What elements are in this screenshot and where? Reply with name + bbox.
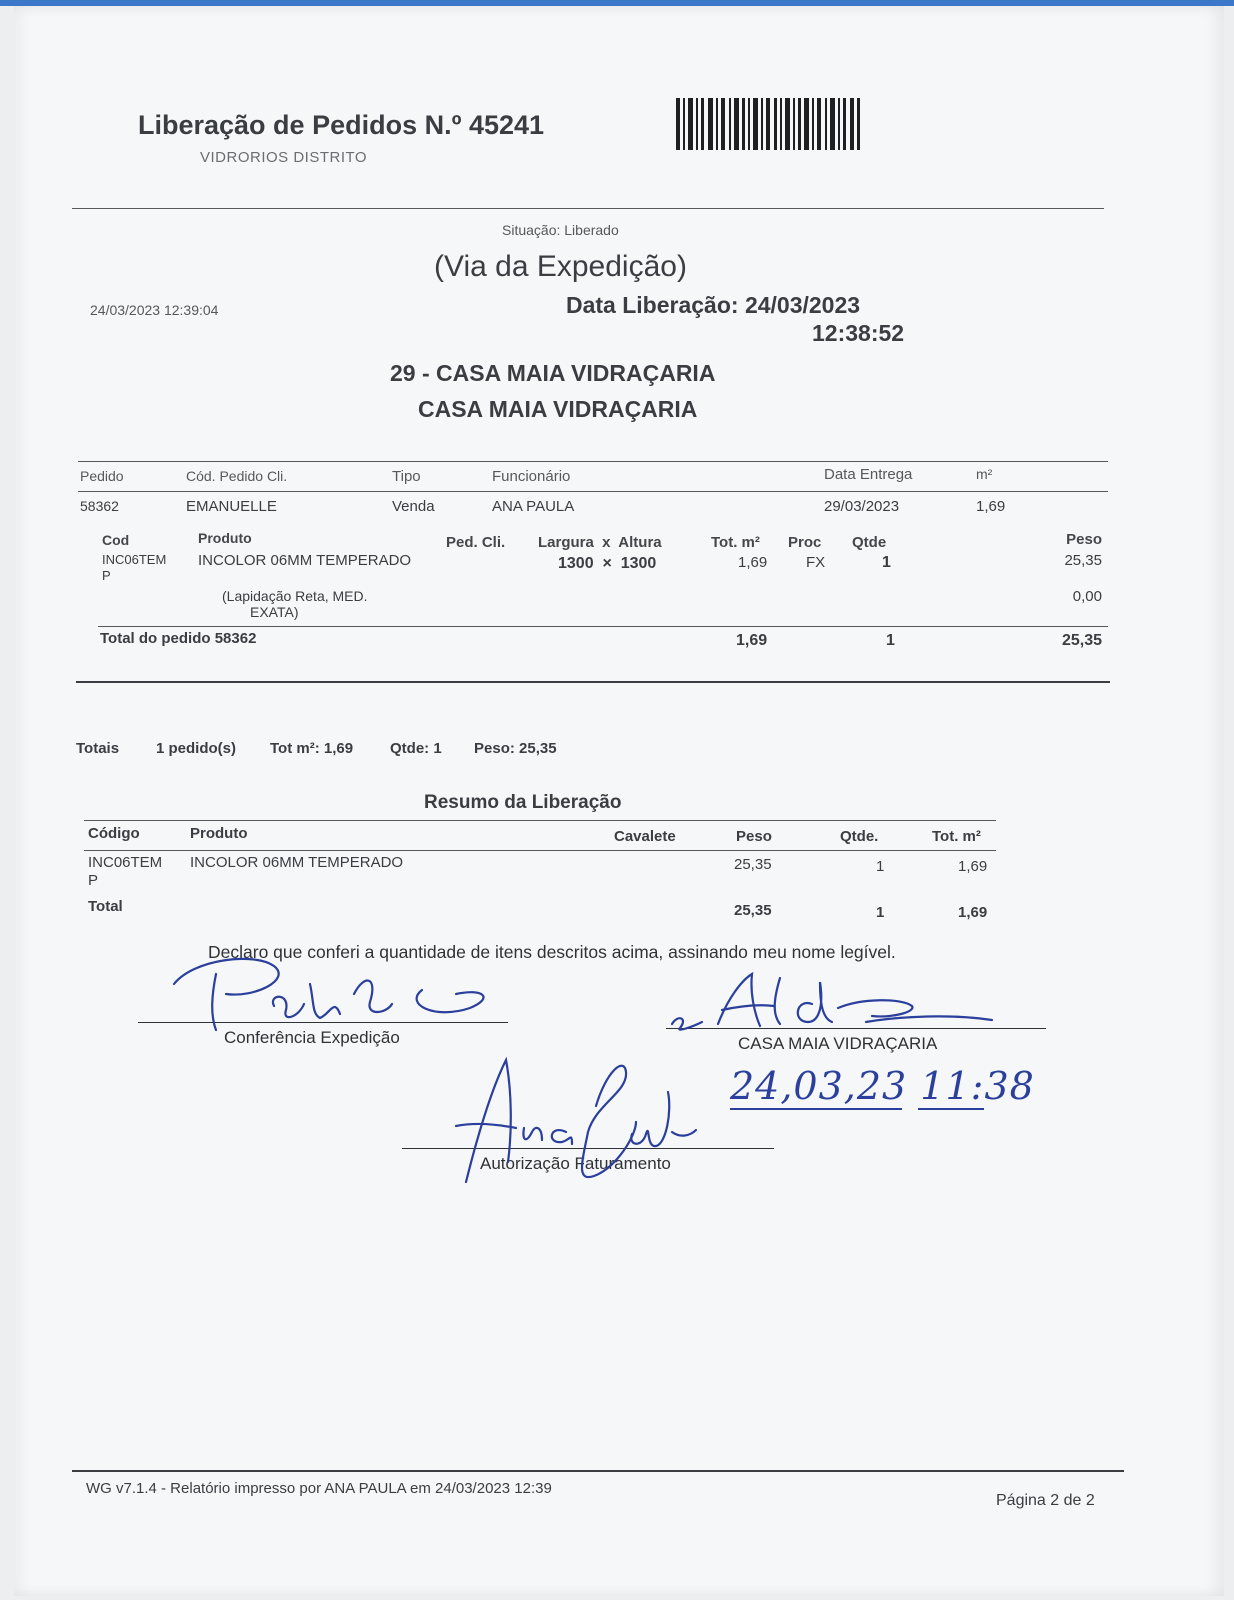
via-label: (Via da Expedição) [434, 250, 687, 283]
order-total-rule [98, 626, 1108, 627]
order-total-m2: 1,69 [736, 632, 768, 649]
signature-label-conferencia: Conferência Expedição [224, 1028, 400, 1047]
status-label: Situação: Liberado [502, 222, 619, 238]
item-header-dimensions: Largura x Altura [538, 534, 662, 551]
delivery-date: 29/03/2023 [824, 498, 900, 515]
summary-header-peso: Peso [736, 828, 772, 845]
signature-label-autorizacao: Autorização Faturamento [480, 1154, 671, 1173]
header-data-entrega: Data Entrega [824, 466, 913, 483]
item-code-line2: P [102, 568, 111, 583]
summary-header-tot-m2: Tot. m² [932, 828, 981, 845]
footer-printed-by: WG v7.1.4 - Relatório impresso por ANA PAULA em 24/03/2023 12:39 [86, 1480, 552, 1497]
item-tot-m2: 1,69 [738, 554, 768, 571]
item-header-proc: Proc [788, 534, 822, 551]
summary-total-label: Total [88, 898, 123, 915]
order-total-qtde: 1 [886, 632, 895, 649]
signature-cliente-drawing [662, 968, 1002, 1038]
header-divider [72, 208, 1104, 209]
footer-rule [72, 1470, 1124, 1472]
item-dimensions: 1300 × 1300 [558, 555, 657, 572]
item-header-cod: Cod [102, 532, 130, 548]
item-qtde: 1 [882, 554, 891, 571]
header-tipo: Tipo [392, 468, 421, 485]
document-title: Liberação de Pedidos N.º 45241 [138, 110, 545, 140]
totals-pedidos: 1 pedido(s) [156, 740, 237, 757]
summary-header-rule [84, 850, 996, 851]
handwritten-date: 24,03,23 11:38 [730, 1064, 1035, 1108]
summary-top-rule [84, 820, 996, 821]
summary-title: Resumo da Liberação [424, 792, 622, 813]
summary-qtde: 1 [876, 858, 885, 875]
item-header-produto: Produto [198, 530, 252, 546]
print-timestamp: 24/03/2023 12:39:04 [90, 302, 219, 318]
item-header-tot-m2: Tot. m² [711, 534, 760, 551]
summary-total-m2: 1,69 [958, 904, 988, 921]
document-page [14, 6, 1224, 1596]
header-m2: m² [976, 466, 993, 482]
summary-code-line2: P [88, 872, 99, 889]
summary-product-name: INCOLOR 06MM TEMPERADO [190, 854, 404, 871]
order-total-label: Total do pedido 58362 [100, 630, 257, 647]
summary-code-line1: INC06TEM [88, 854, 163, 871]
item-product-name: INCOLOR 06MM TEMPERADO [198, 552, 412, 569]
item-code-line1: INC06TEM [102, 552, 167, 567]
client-code-name: 29 - CASA MAIA VIDRAÇARIA [390, 360, 716, 386]
signature-conferencia-drawing [164, 954, 504, 1034]
item-peso: 25,35 [1064, 552, 1102, 569]
signature-label-cliente: CASA MAIA VIDRAÇARIA [738, 1034, 938, 1053]
order-number: 58362 [80, 498, 119, 514]
order-table-top-rule [78, 461, 1108, 462]
barcode-icon [676, 98, 860, 150]
employee-name: ANA PAULA [492, 498, 575, 515]
order-m2: 1,69 [976, 498, 1006, 515]
item-header-ped-cli: Ped. Cli. [446, 534, 506, 551]
footer-page-number: Página 2 de 2 [996, 1492, 1095, 1509]
item-proc: FX [806, 554, 826, 571]
order-type: Venda [392, 498, 435, 515]
order-table-bottom-rule [76, 681, 1110, 683]
item-process-line2: EXATA) [250, 604, 299, 620]
release-date: Data Liberação: 24/03/2023 [566, 292, 861, 318]
item-header-peso: Peso [1066, 531, 1102, 548]
summary-total-peso: 25,35 [734, 902, 772, 919]
company-name: VIDRORIOS DISTRITO [200, 149, 368, 166]
item-header-qtde: Qtde [852, 534, 887, 551]
release-time: 12:38:52 [812, 320, 905, 346]
totals-m2: Tot m²: 1,69 [270, 740, 354, 757]
handwritten-date-underline [730, 1108, 902, 1110]
handwritten-time-underline [918, 1108, 984, 1110]
summary-header-qtde: Qtde. [840, 828, 879, 845]
summary-peso: 25,35 [734, 856, 772, 873]
item-process-peso: 0,00 [1072, 588, 1102, 605]
header-cod-pedido-cli: Cód. Pedido Cli. [186, 468, 288, 484]
signature-autorizacao-drawing [446, 1052, 716, 1192]
summary-header-cavalete: Cavalete [614, 828, 676, 845]
header-pedido: Pedido [80, 468, 124, 484]
client-name: CASA MAIA VIDRAÇARIA [418, 396, 698, 422]
header-funcionario: Funcionário [492, 468, 571, 485]
order-total-peso: 25,35 [1061, 632, 1102, 649]
declaration-text: Declaro que conferi a quantidade de itens descritos acima, assinando meu nome legível. [208, 942, 896, 962]
totals-label: Totais [76, 740, 120, 757]
summary-header-codigo: Código [88, 825, 140, 842]
client-order-code: EMANUELLE [186, 498, 277, 515]
totals-peso: Peso: 25,35 [474, 740, 557, 757]
summary-total-qtde: 1 [876, 904, 885, 921]
item-process-line1: (Lapidação Reta, MED. [222, 588, 368, 604]
summary-header-produto: Produto [190, 825, 248, 842]
summary-tot-m2: 1,69 [958, 858, 988, 875]
totals-qtde: Qtde: 1 [390, 740, 442, 757]
order-header-rule [78, 491, 1108, 492]
